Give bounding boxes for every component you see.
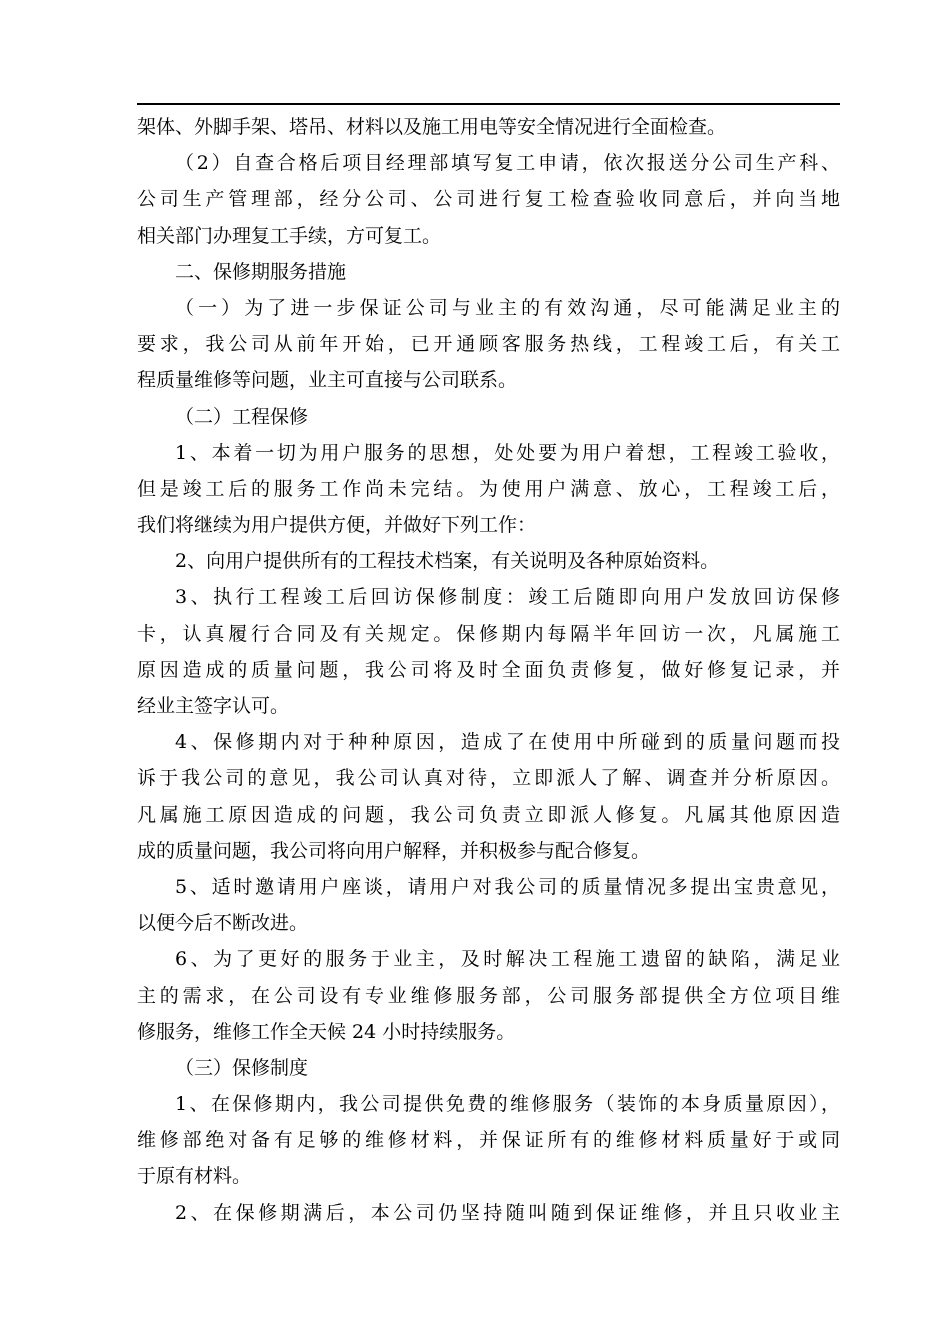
text-line: 但是竣工后的服务工作尚未完结。为使用户满意、放心，工程竣工后， <box>137 477 840 500</box>
text-line: （2）自查合格后项目经理部填写复工申请，依次报送分公司生产科、 <box>175 152 840 175</box>
text-line: 我们将继续为用户提供方便，并做好下列工作： <box>137 514 537 537</box>
text-line: 要求，我公司从前年开始，已开通顾客服务热线，工程竣工后，有关工 <box>137 333 840 356</box>
text-line: 2、在保修期满后，本公司仍坚持随叫随到保证维修，并且只收业主 <box>175 1201 840 1224</box>
text-line: 以便今后不断改进。 <box>137 912 309 935</box>
text-line: 经业主签字认可。 <box>137 695 290 717</box>
text-line: 成的质量问题，我公司将向用户解释，并积极参与配合修复。 <box>137 839 651 862</box>
text-line: 公司生产管理部，经分公司、公司进行复工检查验收同意后，并向当地 <box>137 188 840 211</box>
text-line: 原因造成的质量问题，我公司将及时全面负责修复，做好修复记录，并 <box>137 658 840 681</box>
header-rule <box>137 103 840 105</box>
text-line: 程质量维修等问题，业主可直接与公司联系。 <box>137 369 518 392</box>
text-line: 2、向用户提供所有的工程技术档案，有关说明及各种原始资料。 <box>175 550 720 573</box>
text-line: （二）工程保修 <box>175 405 309 428</box>
text-line: 3、执行工程竣工后回访保修制度：竣工后随即向用户发放回访保修 <box>175 586 840 609</box>
text-line: （三）保修制度 <box>175 1056 309 1079</box>
text-line: 修服务，维修工作全天候 24 小时持续服务。 <box>137 1020 516 1043</box>
text-line: 1、本着一切为用户服务的思想，处处要为用户着想，工程竣工验收， <box>175 441 840 464</box>
text-line: 卡，认真履行合同及有关规定。保修期内每隔半年回访一次，凡属施工 <box>137 622 840 645</box>
text-line: 于原有材料。 <box>137 1165 252 1188</box>
document-body <box>137 109 840 1231</box>
text-line: 4、保修期内对于种种原因，造成了在使用中所碰到的质量问题而投 <box>175 731 840 754</box>
text-line: 1、在保修期内，我公司提供免费的维修服务（装饰的本身质量原因）， <box>175 1093 840 1116</box>
text-line: 主的需求，在公司设有专业维修服务部，公司服务部提供全方位项目维 <box>137 984 840 1007</box>
text-line: 凡属施工原因造成的问题，我公司负责立即派人修复。凡属其他原因造 <box>137 803 840 826</box>
text-line: 二、保修期服务措施 <box>175 260 347 283</box>
text-line: 相关部门办理复工手续，方可复工。 <box>137 224 442 247</box>
text-line: 架体、外脚手架、塔吊、材料以及施工用电等安全情况进行全面检查。 <box>137 116 727 138</box>
text-line: 5、适时邀请用户座谈，请用户对我公司的质量情况多提出宝贵意见， <box>175 875 840 898</box>
text-line: 诉于我公司的意见，我公司认真对待，立即派人了解、调查并分析原因。 <box>137 767 840 790</box>
text-line: （一）为了进一步保证公司与业主的有效沟通，尽可能满足业主的 <box>175 296 840 319</box>
text-line: 6、为了更好的服务于业主，及时解决工程施工遗留的缺陷，满足业 <box>175 948 840 971</box>
text-line: 维修部绝对备有足够的维修材料，并保证所有的维修材料质量好于或同 <box>137 1129 840 1152</box>
